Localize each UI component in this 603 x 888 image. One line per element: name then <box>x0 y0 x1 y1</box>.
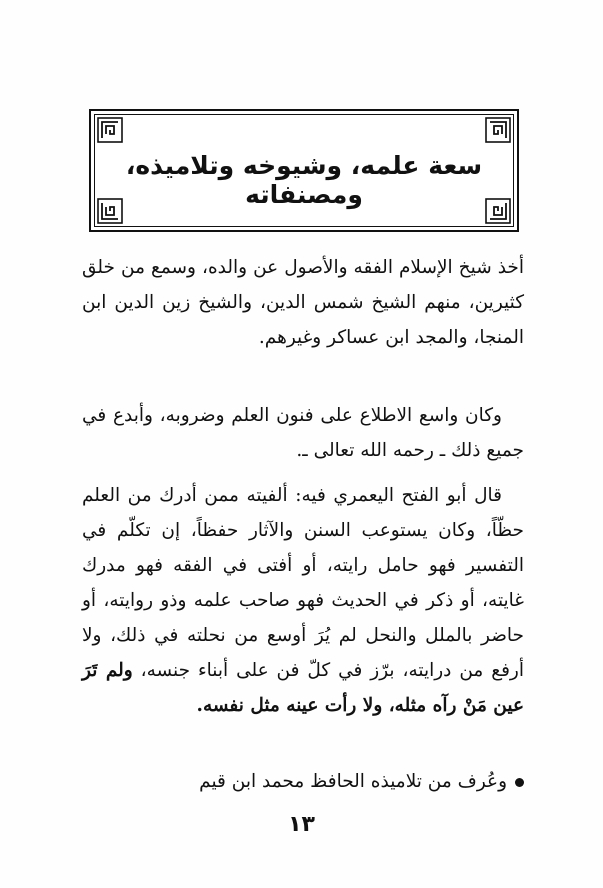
bullet-icon <box>515 778 524 787</box>
corner-ornament-icon <box>485 117 511 143</box>
students-text: وعُرف من تلاميذه الحافظ محمد ابن قيم <box>199 771 507 792</box>
chapter-title-frame <box>89 109 519 232</box>
quote-bold-text: ولم تَرَ عين مَنْ رآه مثله، ولا رأت عينه مثل نفسه. <box>82 660 524 716</box>
paragraph-teachers: أخذ شيخ الإسلام الفقه والأصول عن والده، وسمع من خلق كثيرين، منهم الشيخ شمس الدين، والشيخ زين الدين ابن المنجا، والمجد ابن عساكر وغيرهم. <box>82 257 524 348</box>
corner-ornament-icon <box>97 117 123 143</box>
chapter-title: سعة علمه، وشيوخه وتلاميذه، ومصنفاته <box>125 151 483 209</box>
paragraph-students <box>82 764 524 799</box>
paragraph-knowledge: وكان واسع الاطلاع على فنون العلم وضروبه، وأبدع في جميع ذلك ـ رحمه الله تعالى ـ. <box>82 405 524 461</box>
quote-text: قال أبو الفتح اليعمري فيه: ألفيته ممن أدرك من العلم حظّاً، وكان يستوعب السنن والآثار حفظاً، إن تكلّم في التفسير فهو حامل رايته، أو أفتى في الفقه فهو مدرك غايته، أو ذكر في الحديث فهو صاحب علمه وذو روايته، أو حاضر بالملل والنحل لم يُرَ أوسع من نحلته في ذلك، ولا أرفع من درايته، برّز في كلّ فن على أبناء جنسه، <box>82 485 524 681</box>
paragraph-quote <box>82 478 524 723</box>
page-number: ١٣ <box>288 812 315 837</box>
